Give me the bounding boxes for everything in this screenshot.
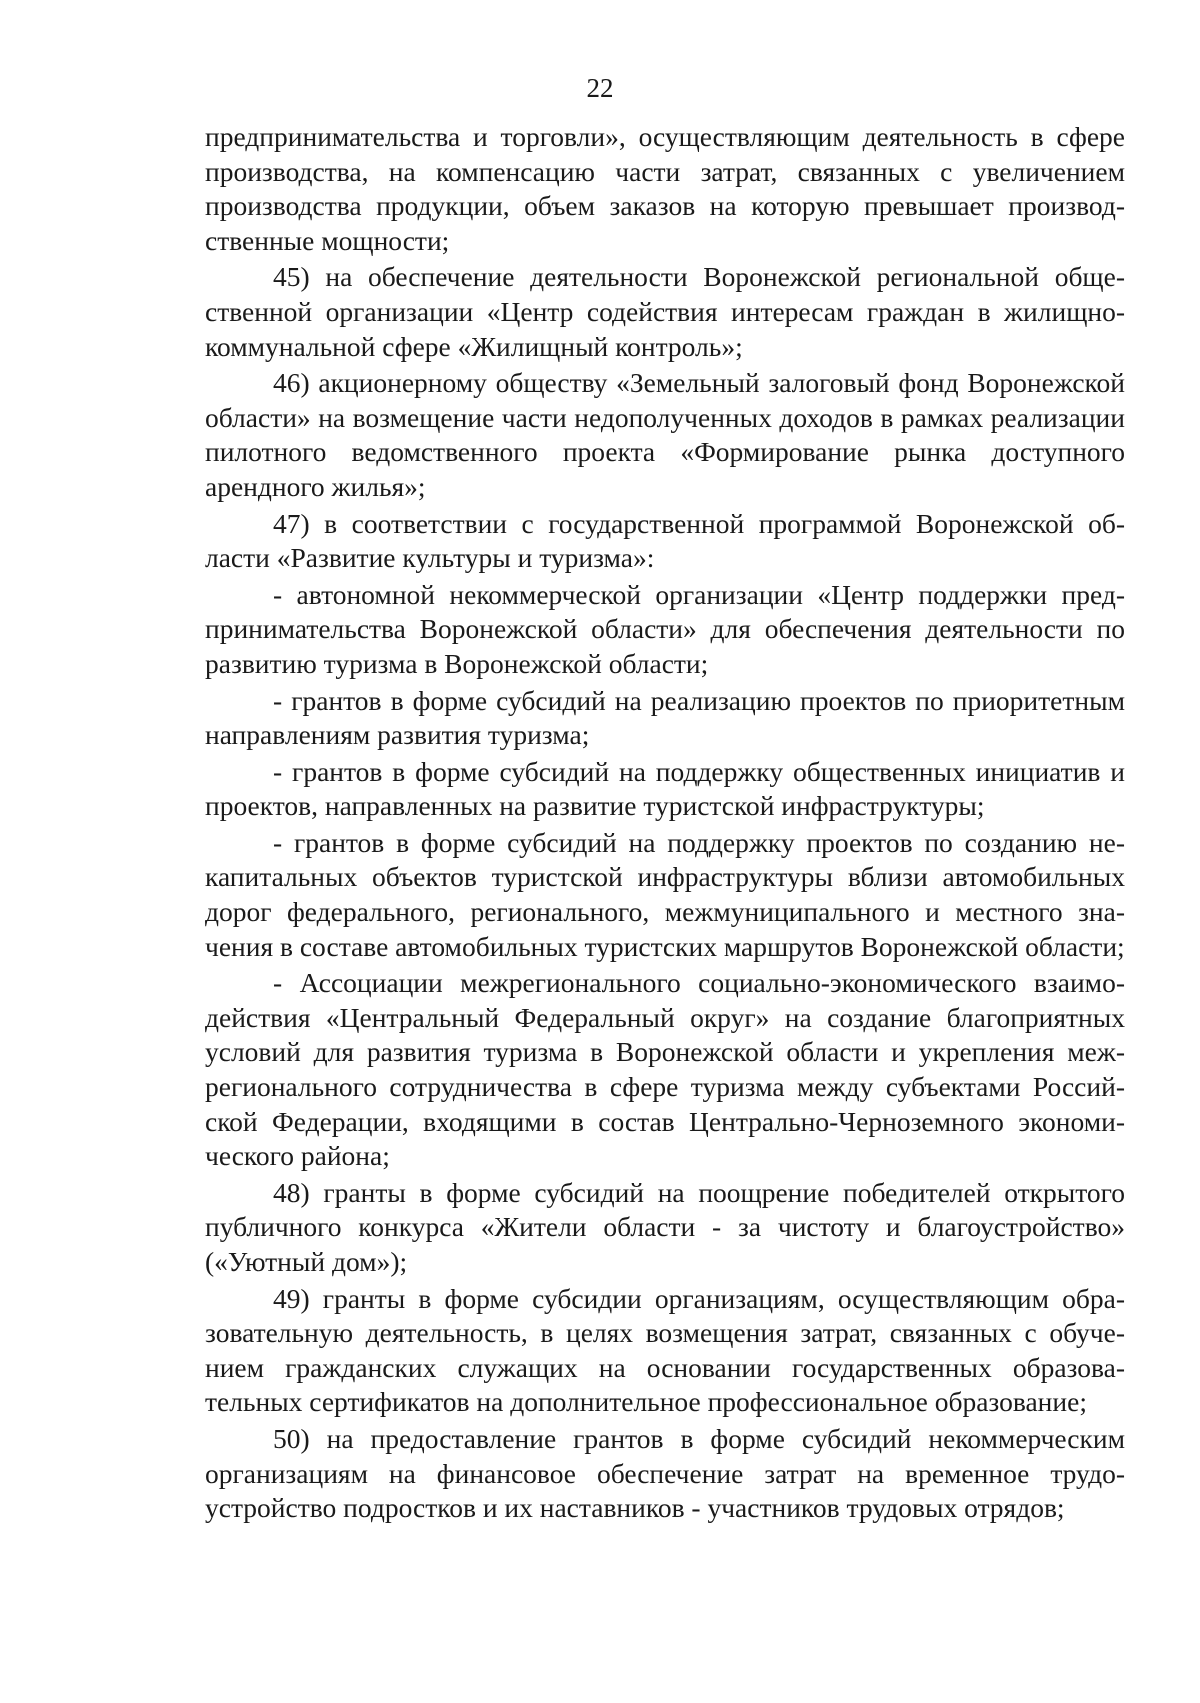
paragraph-item-50: 50) на предоставление грантов в форме субсидий некоммерческим организациям на финансовое обеспечение затрат на временное трудоустройство подростков и их наставников - участников трудовых отрядов; xyxy=(205,1422,1125,1524)
paragraph-subitem-47-1: - автономной некоммерческой организации «Центр поддержки предпринимательства Воронежской области» для обеспечения деятельности по развитию туризма в Воронежской области; xyxy=(205,578,1125,679)
paragraph-item-47: 47) в соответствии с государственной программой Воронежской области «Развитие культуры и туризма»: xyxy=(205,507,1125,574)
paragraph-item-49: 49) гранты в форме субсидии организациям, осуществляющим образовательную деятельность, в целях возмещения затрат, связанных с обучением гражданских служащих на основании государственных образовательных сертификатов на дополнительное профессиональное образование; xyxy=(205,1282,1125,1418)
document-body xyxy=(205,120,1125,1528)
paragraph-subitem-47-4: - грантов в форме субсидий на поддержку проектов по созданию некапитальных объектов туристской инфраструктуры вблизи автомобильных дорог федерального, регионального, межмуниципального и местного значения в составе автомобильных туристских маршрутов Воронежской области; xyxy=(205,826,1125,962)
paragraph-continuation: предпринимательства и торговли», осуществляющим деятельность в сфере производства, на компенсацию части затрат, связанных с увеличением производства продукции, объем заказов на которую превышает производственные мощности; xyxy=(205,121,1125,256)
paragraph-subitem-47-5: - Ассоциации межрегионального социально-экономического взаимодействия «Центральный Федеральный округ» на создание благоприятных условий для развития туризма в Воронежской области и укрепления межрегионального сотрудничества в сфере туризма между субъектами Российской Федерации, входящими в состав Центрально-Черноземного экономического района; xyxy=(205,967,1125,1172)
paragraph-item-45: 45) на обеспечение деятельности Воронежской региональной общественной организации «Центр содействия интересам граждан в жилищно-коммунальной сфере «Жилищный контроль»; xyxy=(205,261,1125,362)
page-number: 22 xyxy=(586,73,614,103)
paragraph-item-48: 48) гранты в форме субсидий на поощрение победителей открытого публичного конкурса «Жители области - за чистоту и благоустройство» («Уютный дом»); xyxy=(205,1176,1125,1277)
paragraph-subitem-47-3: - грантов в форме субсидий на поддержку общественных инициатив и проектов, направленных на развитие туристской инфраструктуры; xyxy=(205,755,1125,822)
paragraph-item-46: 46) акционерному обществу «Земельный залоговый фонд Воронежской области» на возмещение части недополученных доходов в рамках реализации пилотного ведомственного проекта «Формирование рынка доступного арендного жилья»; xyxy=(205,367,1125,502)
paragraph-subitem-47-2: - грантов в форме субсидий на реализацию проектов по приоритетным направлениям развития туризма; xyxy=(205,684,1125,751)
